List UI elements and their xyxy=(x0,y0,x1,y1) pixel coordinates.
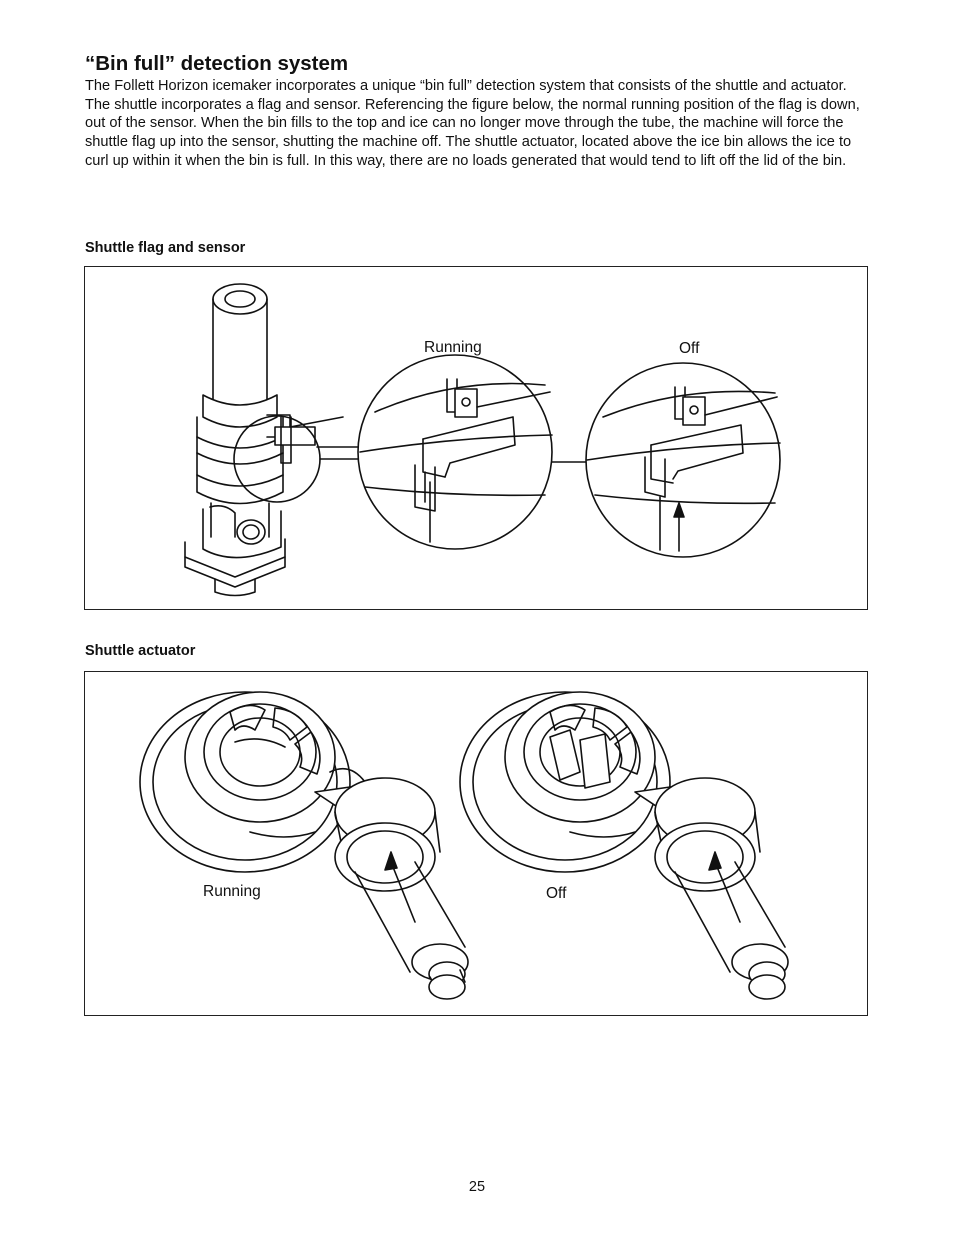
running-label: Running xyxy=(203,883,261,900)
shuttle-flag-illustration xyxy=(85,267,869,611)
shuttle-actuator-illustration xyxy=(85,672,869,1017)
figure1-caption: Shuttle flag and sensor xyxy=(85,240,246,256)
off-detail-drawing xyxy=(552,363,780,557)
running-label: Running xyxy=(424,339,482,356)
figure2-shuttle-actuator xyxy=(84,671,868,1016)
running-detail-drawing xyxy=(320,355,552,549)
running-actuator-drawing xyxy=(140,692,468,999)
page-title: “Bin full” detection system xyxy=(85,52,349,75)
intro-paragraph: The Follett Horizon icemaker incorporates a unique “bin full” detection system that consists of the shuttle and actuator. The shuttle incorporates a flag and sensor. Referencing the figure below, the normal running position of the flag is down, out of the sensor. When the bin fills to the top and ice can no longer move through the tube, the machine will force the shuttle flag up into the sensor, shutting the machine off. The shuttle actuator, located above the ice bin allows the ice to curl up within it when the bin is full. In this way, there are no loads generated that would tend to lift off the lid of the bin. xyxy=(85,78,860,169)
off-label: Off xyxy=(546,885,567,902)
figure2-caption: Shuttle actuator xyxy=(85,643,196,659)
off-label: Off xyxy=(679,340,700,357)
off-actuator-drawing xyxy=(460,692,788,999)
figure1-shuttle-flag-sensor xyxy=(84,266,868,610)
page-number: 25 xyxy=(468,1179,486,1195)
tube-assembly-drawing xyxy=(185,284,365,596)
